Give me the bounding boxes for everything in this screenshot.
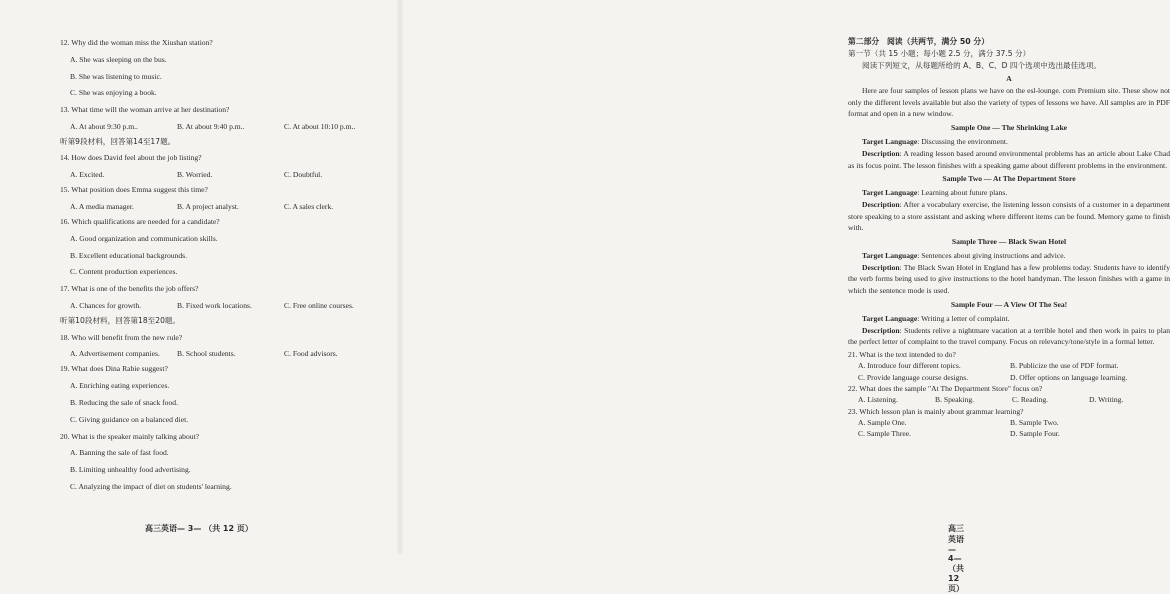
question-stem: 13. What time will the woman arrive at her destination? — [60, 105, 230, 115]
reading-section — [848, 36, 1170, 440]
right-page-footer: 高三英语— 4— （共 12 页） — [948, 524, 964, 593]
samples-list — [848, 122, 1170, 348]
options-row — [60, 202, 380, 212]
option: B. Speaking. — [935, 395, 975, 405]
question-stem: 17. What is one of the benefits the job offers? — [60, 284, 199, 294]
question-stem: 19. What does Dina Rabie suggest? — [60, 364, 168, 374]
options-row — [848, 428, 1170, 439]
option: B. She was listening to music. — [70, 71, 162, 81]
target-language-text: : Writing a letter of complaint. — [917, 313, 1010, 323]
option: B. Reducing the sale of snack food. — [70, 397, 178, 407]
option: A. Introduce four different topics. — [858, 361, 961, 371]
target-language-text: : Sentences about giving instructions and advice. — [917, 251, 1066, 261]
option: C. Analyzing the impact of diet on students' learning. — [70, 481, 232, 491]
question-stem: 20. What is the speaker mainly talking about? — [60, 431, 200, 441]
sample-title: Sample One — The Shrinking Lake — [950, 123, 1068, 133]
options-row — [60, 122, 380, 132]
target-language-label: Target Language — [862, 137, 918, 147]
description-text: : After a vocabulary exercise, the listening lesson consists of a customer in a department store speaking to a store assistant and asking where different items can be found. Memory game to finish with. — [848, 199, 1170, 233]
option: A. At about 9:30 p.m.. — [70, 121, 138, 131]
sample-description — [848, 148, 1170, 171]
option: C. A sales clerk. — [284, 202, 334, 212]
description-text: : The Black Swan Hotel in England has a few problems today. Students have to identify the verb forms being used to give instructions to the hotel handyman. The lesson finishes with a game in which the sentence mode is used. — [848, 262, 1170, 296]
options-row — [848, 372, 1170, 383]
option: D. Offer options on language learning. — [1010, 372, 1128, 382]
option: C. Content production experiences. — [70, 267, 178, 277]
description-label: Description — [862, 325, 900, 335]
option: A. Banning the sale of fast food. — [70, 448, 169, 458]
options-row — [848, 394, 1170, 405]
question-stem: 15. What position does Emma suggest this time? — [60, 185, 208, 195]
sample-title: Sample Two — At The Department Store — [942, 174, 1076, 184]
option: C. Food advisors. — [284, 349, 338, 359]
target-language-label: Target Language — [862, 251, 918, 261]
option: B. Fixed work locations. — [177, 301, 252, 311]
option: D. Sample Four. — [1010, 429, 1060, 439]
option: B. Worried. — [177, 170, 213, 180]
option: C. Provide language course designs. — [858, 372, 969, 382]
right-page — [400, 0, 1170, 593]
options-row — [848, 417, 1170, 428]
option: A. Listening. — [858, 395, 898, 405]
listening-instruction: 听第9段材料，回答第14至17题。 — [60, 136, 176, 146]
question-stem: 22. What does the sample "At The Department Store" focus on? — [848, 383, 1043, 393]
option: B. Limiting unhealthy food advertising. — [70, 465, 191, 475]
sample-target — [848, 187, 1170, 199]
reading-questions — [848, 349, 1170, 440]
option: C. Reading. — [1012, 395, 1049, 405]
question-stem: 21. What is the text intended to do? — [848, 349, 956, 359]
options-row — [60, 349, 380, 359]
instruction: 阅读下列短文，从每题所给的 A、B、C、D 四个选项中选出最佳选项。 — [862, 61, 1102, 70]
option: B. School students. — [177, 349, 236, 359]
description-label: Description — [862, 148, 900, 158]
question-stem: 12. Why did the woman miss the Xiushan station? — [60, 38, 213, 47]
option: C. Sample Three. — [858, 429, 912, 439]
options-row — [848, 360, 1170, 371]
left-page — [0, 0, 400, 554]
part-title: 第二部分 阅读（共两节，满分 50 分） — [848, 37, 990, 46]
option: B. A project analyst. — [177, 202, 239, 212]
option: B. Sample Two. — [1010, 417, 1059, 427]
left-page-footer: 高三英语— 3— （共 12 页） — [145, 524, 253, 533]
option: A. Excited. — [70, 170, 105, 180]
option: B. Publicize the use of PDF format. — [1010, 361, 1119, 371]
option: A. Chances for growth. — [70, 301, 142, 311]
listening-questions — [60, 38, 380, 499]
listening-instruction: 听第10段材料，回答第18至20题。 — [60, 316, 181, 326]
sample-target — [848, 250, 1170, 262]
description-text: : A reading lesson based around environmental problems has an article about Lake Chad as its focus point. The lesson finishes with a speaking game about different problems in the environment. — [848, 148, 1170, 170]
option: A. A media manager. — [70, 202, 134, 212]
option: A. Good organization and communication skills. — [70, 233, 218, 243]
option: C. Giving guidance on a balanced diet. — [70, 414, 189, 424]
options-row — [60, 170, 380, 180]
target-language-text: : Discussing the environment. — [917, 137, 1008, 147]
sample-title: Sample Four — A View Of The Sea! — [950, 299, 1068, 309]
sample-target — [848, 313, 1170, 325]
description-text: : Students relive a nightmare vacation at a terrible hotel and then work in pairs to plan the perfect letter of complaint to the travel company. Focus on relevancy/tone/style in a formal letter. — [848, 325, 1170, 347]
sample-description — [848, 325, 1170, 348]
option: D. Writing. — [1089, 395, 1124, 405]
target-language-label: Target Language — [862, 313, 918, 323]
section-note: 第一节（共 15 小题；每小题 2.5 分，满分 37.5 分） — [848, 49, 1031, 58]
question-stem: 23. Which lesson plan is mainly about grammar learning? — [848, 406, 1024, 416]
passage-intro: Here are four samples of lesson plans we have on the esl-lounge. com Premium site. These show not only the different levels available but also the variety of types of lessons we have. All samples are in PDF format and open in a new window. — [848, 86, 1170, 119]
option: C. She was enjoying a book. — [70, 88, 157, 98]
sample-title: Sample Three — Black Swan Hotel — [951, 237, 1067, 247]
option: A. Advertisement companies. — [70, 349, 160, 359]
question-stem: 16. Which qualifications are needed for a candidate? — [60, 217, 220, 227]
options-row — [60, 301, 380, 311]
option: C. At about 10:10 p.m.. — [284, 121, 356, 131]
target-language-label: Target Language — [862, 188, 918, 198]
sample-target — [848, 136, 1170, 148]
question-stem: 14. How does David feel about the job listing? — [60, 153, 202, 163]
question-stem: 18. Who will benefit from the new rule? — [60, 332, 183, 342]
sample-description — [848, 262, 1170, 297]
option: B. Excellent educational backgrounds. — [70, 250, 188, 260]
option: C. Doubtful. — [284, 170, 323, 180]
option: C. Free online courses. — [284, 301, 354, 311]
option: B. At about 9:40 p.m.. — [177, 121, 245, 131]
passage-letter: A — [1006, 74, 1012, 83]
sample-description — [848, 199, 1170, 234]
option: A. Sample One. — [858, 417, 907, 427]
option: A. She was sleeping on the bus. — [70, 54, 167, 64]
description-label: Description — [862, 262, 900, 272]
target-language-text: : Learning about future plans. — [917, 188, 1008, 198]
option: A. Enriching eating experiences. — [70, 381, 170, 391]
description-label: Description — [862, 199, 900, 209]
